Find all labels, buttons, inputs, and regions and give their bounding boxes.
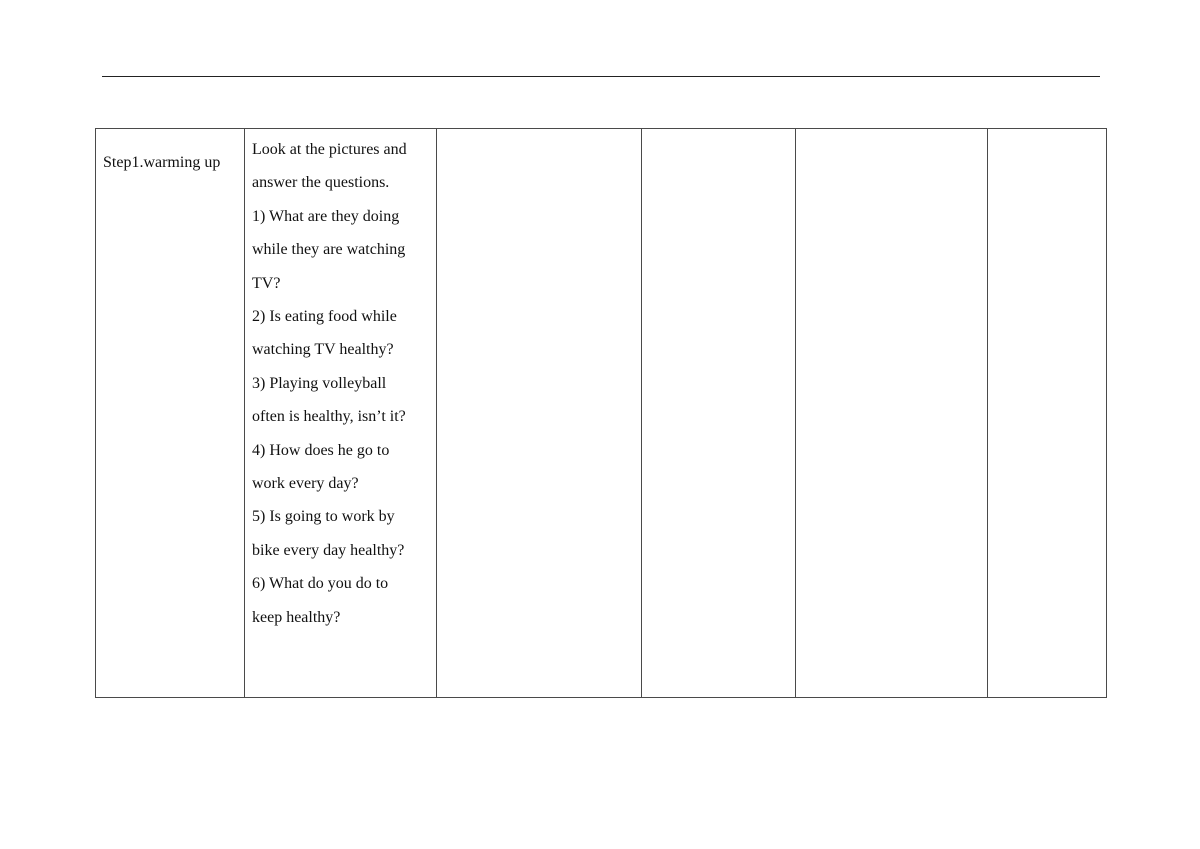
activity-line: 3) Playing volleyball xyxy=(252,374,387,392)
activity-line: work every day? xyxy=(252,475,359,493)
activity-line: watching TV healthy? xyxy=(252,341,394,359)
table-row xyxy=(96,129,1107,698)
step-label: Step1.warming up xyxy=(103,154,221,171)
lesson-plan-table xyxy=(95,128,1107,698)
activity-cell xyxy=(245,129,437,698)
activity-line: bike every day healthy? xyxy=(252,541,405,559)
activity-line: answer the questions. xyxy=(252,174,390,192)
activity-line: 6) What do you do to xyxy=(252,575,389,593)
activity-line: Look at the pictures and xyxy=(252,141,407,158)
activity-line: 2) Is eating food while xyxy=(252,308,397,326)
step-cell xyxy=(96,129,245,698)
empty-cell xyxy=(642,129,796,698)
empty-cell xyxy=(988,129,1107,698)
activity-line: keep healthy? xyxy=(252,608,341,626)
activity-line: while they are watching xyxy=(252,241,406,259)
activity-line: often is healthy, isn’t it? xyxy=(252,408,406,426)
empty-cell xyxy=(437,129,642,698)
empty-cell xyxy=(796,129,988,698)
header-rule xyxy=(102,76,1100,77)
activity-line: TV? xyxy=(252,274,281,292)
activity-line: 1) What are they doing xyxy=(252,207,400,225)
activity-line: 4) How does he go to xyxy=(252,441,390,459)
activity-line: 5) Is going to work by xyxy=(252,508,395,526)
